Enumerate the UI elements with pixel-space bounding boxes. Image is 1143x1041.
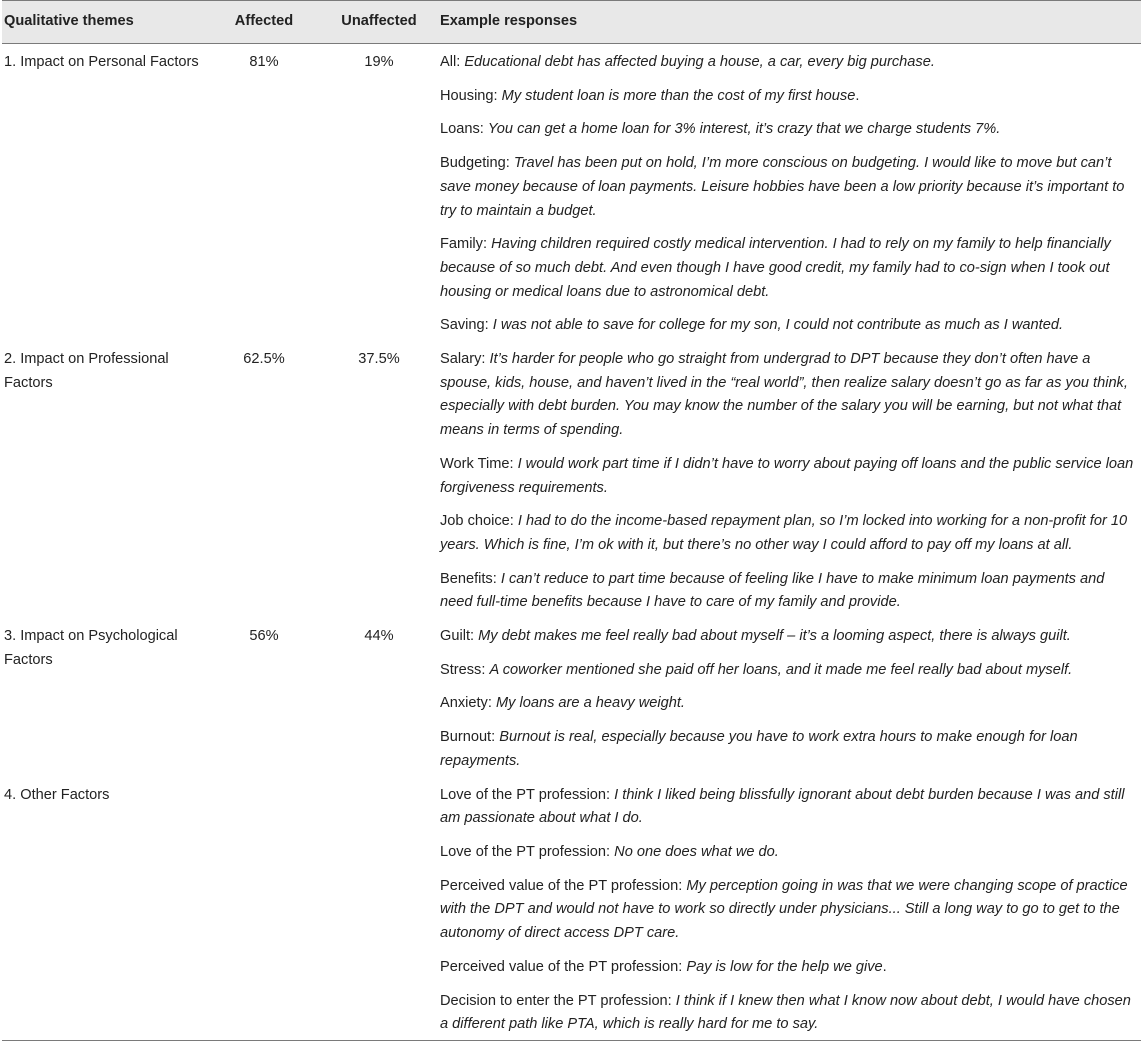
- response-category: Love of the PT profession:: [440, 843, 615, 860]
- unaffected-percent: 44%: [364, 628, 394, 645]
- theme-label: 2. Impact on Professional Factors: [4, 351, 169, 391]
- response-item: [440, 868, 1137, 949]
- example-responses: [440, 341, 1137, 618]
- unaffected-percent: 37.5%: [358, 351, 400, 368]
- response-quote: I can’t reduce to part time because of feeling like I have to make minimum loan payments and need full-time benefits because I have to care of my family and provide.: [440, 570, 1105, 611]
- response-category: Guilt:: [440, 628, 479, 645]
- response-category: Anxiety:: [440, 695, 496, 712]
- response-item: [440, 145, 1137, 226]
- theme-group: [2, 618, 1141, 777]
- response-item: [440, 111, 1137, 145]
- header-unaffected: Unaffected: [341, 13, 417, 29]
- response-quote: Having children required costly medical intervention. I had to rely on my family to help financially because of so much debt. And even though I have good credit, my family had to co-sign when I took out housing or medical loans due to astronomical debt.: [440, 236, 1111, 300]
- table-header-row: [2, 0, 1141, 44]
- response-category: Decision to enter the PT profession:: [440, 992, 676, 1009]
- response-item: [440, 834, 1137, 868]
- header-qualitative-themes: Qualitative themes: [4, 13, 134, 29]
- response-quote: My perception going in was that we were changing scope of practice with the DPT and would not have to work so directly under physicians... Still a long way to go to get to the autonomy of direct access DPT care.: [440, 877, 1128, 942]
- response-item: [440, 78, 1137, 112]
- response-item: [440, 307, 1137, 341]
- header-example-responses: Example responses: [440, 13, 578, 29]
- response-item: [440, 446, 1137, 503]
- response-category: Saving:: [440, 317, 493, 334]
- unaffected-percent: 19%: [364, 54, 394, 70]
- theme-label: 3. Impact on Psychological Factors: [4, 628, 178, 668]
- response-category: Work Time:: [440, 455, 518, 472]
- response-quote: I think I liked being blissfully ignorant about debt burden because I was and still am passionate about what I do.: [440, 786, 1125, 827]
- example-responses: [440, 777, 1137, 1040]
- response-quote: Burnout is real, especially because you have to work extra hours to make enough for loan repayments.: [440, 729, 1078, 769]
- response-item: [440, 652, 1137, 686]
- response-suffix: .: [855, 87, 860, 104]
- response-category: Salary:: [440, 351, 490, 368]
- affected-percent: 81%: [249, 54, 279, 70]
- theme-group: [2, 44, 1141, 341]
- response-category: Burnout:: [440, 729, 500, 746]
- response-quote: You can get a home loan for 3% interest, it’s crazy that we charge students 7%.: [487, 121, 1001, 138]
- response-item: [440, 949, 1137, 983]
- affected-percent: 56%: [249, 628, 279, 645]
- affected-percent: 62.5%: [243, 351, 285, 368]
- affected-percent: [216, 777, 312, 784]
- response-quote: My loans are a heavy weight.: [495, 695, 685, 712]
- theme-group: [2, 777, 1141, 1040]
- response-quote: Travel has been put on hold, I’m more conscious on budgeting. I would like to move but can’t save money because of loan payments. Leisure hobbies have been a low priority because it’s important to try to maintain a budget.: [440, 155, 1125, 219]
- response-quote: It’s harder for people who go straight from undergrad to DPT because they don’t often have a spouse, kids, house, and haven’t lived in the “real world”, then realize salary doesn’t go as far as you think, especially with debt burden. You may know the number of the salary you will be earning, but not what that means in terms of spending.: [440, 351, 1128, 439]
- theme-group: [2, 341, 1141, 618]
- response-quote: I would work part time if I didn’t have to worry about paying off loans and the public service loan forgiveness requirements.: [440, 455, 1134, 496]
- response-item: [440, 983, 1137, 1040]
- example-responses: [440, 618, 1137, 777]
- response-category: Budgeting:: [440, 155, 514, 172]
- response-category: Stress:: [440, 661, 490, 678]
- response-quote: A coworker mentioned she paid off her loans, and it made me feel really bad about myself.: [489, 661, 1073, 678]
- header-affected: Affected: [234, 13, 294, 29]
- response-item: [440, 341, 1137, 446]
- response-category: Family:: [440, 236, 492, 253]
- response-category: Benefits:: [440, 570, 501, 587]
- response-item: [440, 719, 1137, 776]
- response-category: Loans:: [440, 121, 488, 138]
- response-category: Perceived value of the PT profession:: [440, 877, 687, 894]
- response-quote: My debt makes me feel really bad about myself – it’s a looming aspect, there is always guilt.: [478, 628, 1071, 645]
- response-category: Perceived value of the PT profession:: [440, 958, 687, 975]
- response-category: Job choice:: [440, 513, 518, 530]
- response-quote: Pay is low for the help we give: [686, 958, 883, 975]
- response-item: [440, 44, 1137, 78]
- response-item: [440, 503, 1137, 560]
- response-quote: Educational debt has affected buying a house, a car, every big purchase.: [464, 54, 935, 70]
- response-quote: I was not able to save for college for my son, I could not contribute as much as I wanted.: [492, 317, 1064, 334]
- theme-label: 4. Other Factors: [4, 786, 110, 803]
- response-item: [440, 618, 1137, 652]
- response-item: [440, 226, 1137, 307]
- example-responses: [440, 44, 1137, 341]
- response-quote: I think if I knew then what I know now about debt, I would have chosen a different path like PTA, which is really hard for me to say.: [440, 992, 1131, 1033]
- response-category: Love of the PT profession:: [440, 786, 615, 803]
- response-category: Housing:: [440, 87, 502, 104]
- response-category: All:: [440, 54, 465, 70]
- response-quote: My student loan is more than the cost of my first house: [501, 87, 856, 104]
- response-item: [440, 685, 1137, 719]
- table-body: [2, 44, 1141, 1040]
- response-suffix: .: [882, 958, 887, 975]
- response-item: [440, 777, 1137, 834]
- unaffected-percent: [328, 777, 430, 784]
- response-quote: No one does what we do.: [614, 843, 779, 860]
- response-quote: I had to do the income-based repayment plan, so I’m locked into working for a non-profit for 10 years. Which is fine, I’m ok with it, but there’s no other way I could afford to pay off my loans at all.: [440, 513, 1128, 553]
- response-item: [440, 561, 1137, 618]
- theme-label: 1. Impact on Personal Factors: [4, 54, 199, 70]
- qualitative-themes-table: [2, 0, 1141, 1040]
